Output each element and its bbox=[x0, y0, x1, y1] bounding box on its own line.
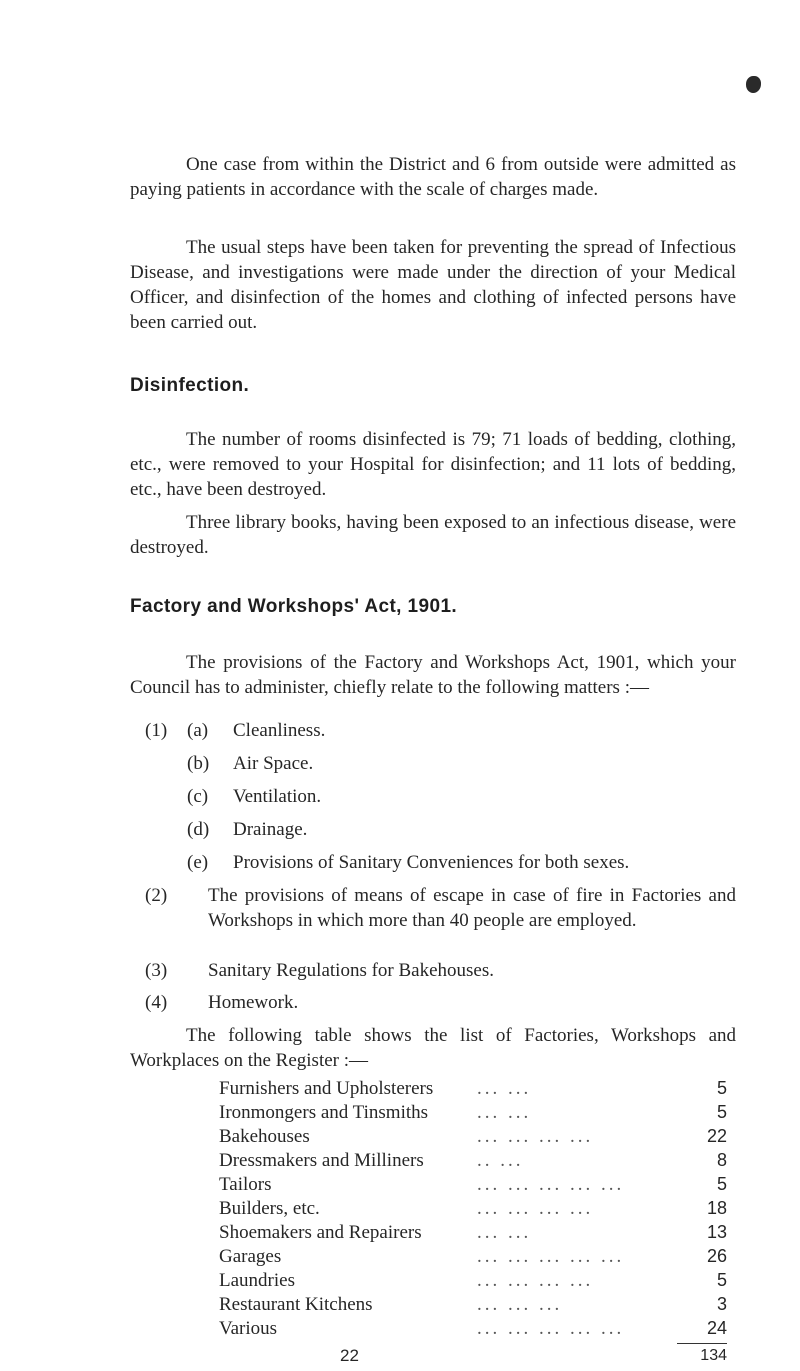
table-row-leader: ... ... ... bbox=[477, 1294, 563, 1315]
sub-item-label: (d) bbox=[187, 819, 210, 840]
table-row-label: Garages bbox=[219, 1246, 282, 1267]
item-2-text: The provisions of means of escape in case of fire in Factories and Workshops in which more than 40 people are employed. bbox=[208, 885, 736, 931]
ink-blot bbox=[746, 76, 761, 93]
sub-item-b bbox=[187, 751, 314, 776]
table-row bbox=[219, 1292, 727, 1317]
table-row-leader: ... ... ... ... bbox=[477, 1126, 594, 1147]
sub-item-label: (b) bbox=[187, 753, 210, 774]
item-2-number: (2) bbox=[145, 885, 168, 906]
total-rule-top bbox=[677, 1343, 727, 1344]
table-row bbox=[219, 1100, 727, 1125]
table-row-label: Restaurant Kitchens bbox=[219, 1294, 373, 1315]
table-row bbox=[219, 1124, 727, 1149]
factory-act-intro: The provisions of the Factory and Workshops Act, 1901, which your Council has to administer, chiefly relate to the following matters :— bbox=[130, 652, 736, 698]
table-row-label: Furnishers and Upholsterers bbox=[219, 1078, 434, 1099]
table-row-label: Laundries bbox=[219, 1270, 295, 1291]
sub-item-text: Cleanliness. bbox=[233, 720, 326, 741]
table-row-leader: ... ... ... ... ... bbox=[477, 1318, 625, 1339]
table-row-value: 26 bbox=[706, 1246, 727, 1266]
table-row bbox=[219, 1172, 727, 1197]
table-row-value: 5 bbox=[716, 1174, 727, 1194]
item-4-number: (4) bbox=[145, 992, 168, 1013]
sub-item-c bbox=[187, 784, 322, 809]
sub-item-label: (e) bbox=[187, 852, 209, 873]
table-row-leader: ... ... ... ... ... bbox=[477, 1246, 625, 1267]
table-row-value: 13 bbox=[706, 1222, 727, 1242]
table-row bbox=[219, 1268, 727, 1293]
sub-item-text: Air Space. bbox=[233, 753, 314, 774]
table-row-leader: ... ... bbox=[477, 1102, 532, 1123]
table-row-label: Bakehouses bbox=[219, 1126, 310, 1147]
table-row-label: Builders, etc. bbox=[219, 1198, 320, 1219]
table-row-value: 5 bbox=[716, 1102, 727, 1122]
table-row-label: Ironmongers and Tinsmiths bbox=[219, 1102, 429, 1123]
table-total: 134 bbox=[700, 1347, 727, 1364]
page-number: 22 bbox=[340, 1346, 359, 1365]
table-intro-paragraph: The following table shows the list of Factories, Workshops and Workplaces on the Register :— bbox=[130, 1025, 736, 1071]
table-row-leader: ... ... bbox=[477, 1222, 532, 1243]
item-4-text: Homework. bbox=[208, 992, 299, 1013]
table-row-value: 8 bbox=[716, 1150, 727, 1170]
table-row-leader: ... ... bbox=[477, 1078, 532, 1099]
sub-item-e bbox=[187, 850, 630, 875]
table-row-value: 22 bbox=[706, 1126, 727, 1146]
table-row-label: Tailors bbox=[219, 1174, 272, 1195]
table-row-leader: .. ... bbox=[477, 1150, 524, 1171]
table-row bbox=[219, 1220, 727, 1245]
infectious-disease-paragraph: The usual steps have been taken for preventing the spread of Infectious Disease, and investigations were made under the direction of your Medical Officer, and disinfection of the homes and clothing of infected persons have been carried out. bbox=[130, 237, 736, 333]
sub-item-text: Drainage. bbox=[233, 819, 308, 840]
sub-item-a bbox=[187, 718, 326, 743]
item-3-text: Sanitary Regulations for Bakehouses. bbox=[208, 960, 495, 981]
table-row-leader: ... ... ... ... ... bbox=[477, 1174, 625, 1195]
table-row bbox=[219, 1196, 727, 1221]
table-row-value: 3 bbox=[716, 1294, 727, 1314]
admission-paragraph: One case from within the District and 6 from outside were admitted as paying patients in accordance with the scale of charges made. bbox=[130, 154, 736, 200]
disinfection-heading: Disinfection. bbox=[130, 375, 250, 396]
table-row bbox=[219, 1244, 727, 1269]
table-row-label: Various bbox=[219, 1318, 278, 1339]
table-row bbox=[219, 1076, 727, 1101]
table-row bbox=[219, 1316, 727, 1341]
disinfection-paragraph-2: Three library books, having been exposed to an infectious disease, were destroyed. bbox=[130, 512, 736, 558]
sub-item-label: (a) bbox=[187, 720, 209, 741]
table-row bbox=[219, 1148, 727, 1173]
table-row-leader: ... ... ... ... bbox=[477, 1270, 594, 1291]
table-row-value: 5 bbox=[716, 1270, 727, 1290]
item-3-number: (3) bbox=[145, 960, 168, 981]
table-row-value: 24 bbox=[706, 1318, 727, 1338]
table-row-label: Dressmakers and Milliners bbox=[219, 1150, 424, 1171]
sub-item-text: Provisions of Sanitary Conveniences for both sexes. bbox=[233, 852, 630, 873]
table-row-leader: ... ... ... ... bbox=[477, 1198, 594, 1219]
table-row-value: 18 bbox=[706, 1198, 727, 1218]
sub-item-label: (c) bbox=[187, 786, 209, 807]
sub-item-d bbox=[187, 817, 308, 842]
table-row-value: 5 bbox=[716, 1078, 727, 1098]
table-row-label: Shoemakers and Repairers bbox=[219, 1222, 422, 1243]
item-1-number: (1) bbox=[145, 720, 168, 741]
disinfection-paragraph-1: The number of rooms disinfected is 79; 71 loads of bedding, clothing, etc., were removed to your Hospital for disinfection; and 11 lots of bedding, etc., have been destroyed. bbox=[130, 429, 736, 500]
sub-item-text: Ventilation. bbox=[233, 786, 322, 807]
factory-act-heading: Factory and Workshops' Act, 1901. bbox=[130, 596, 458, 617]
